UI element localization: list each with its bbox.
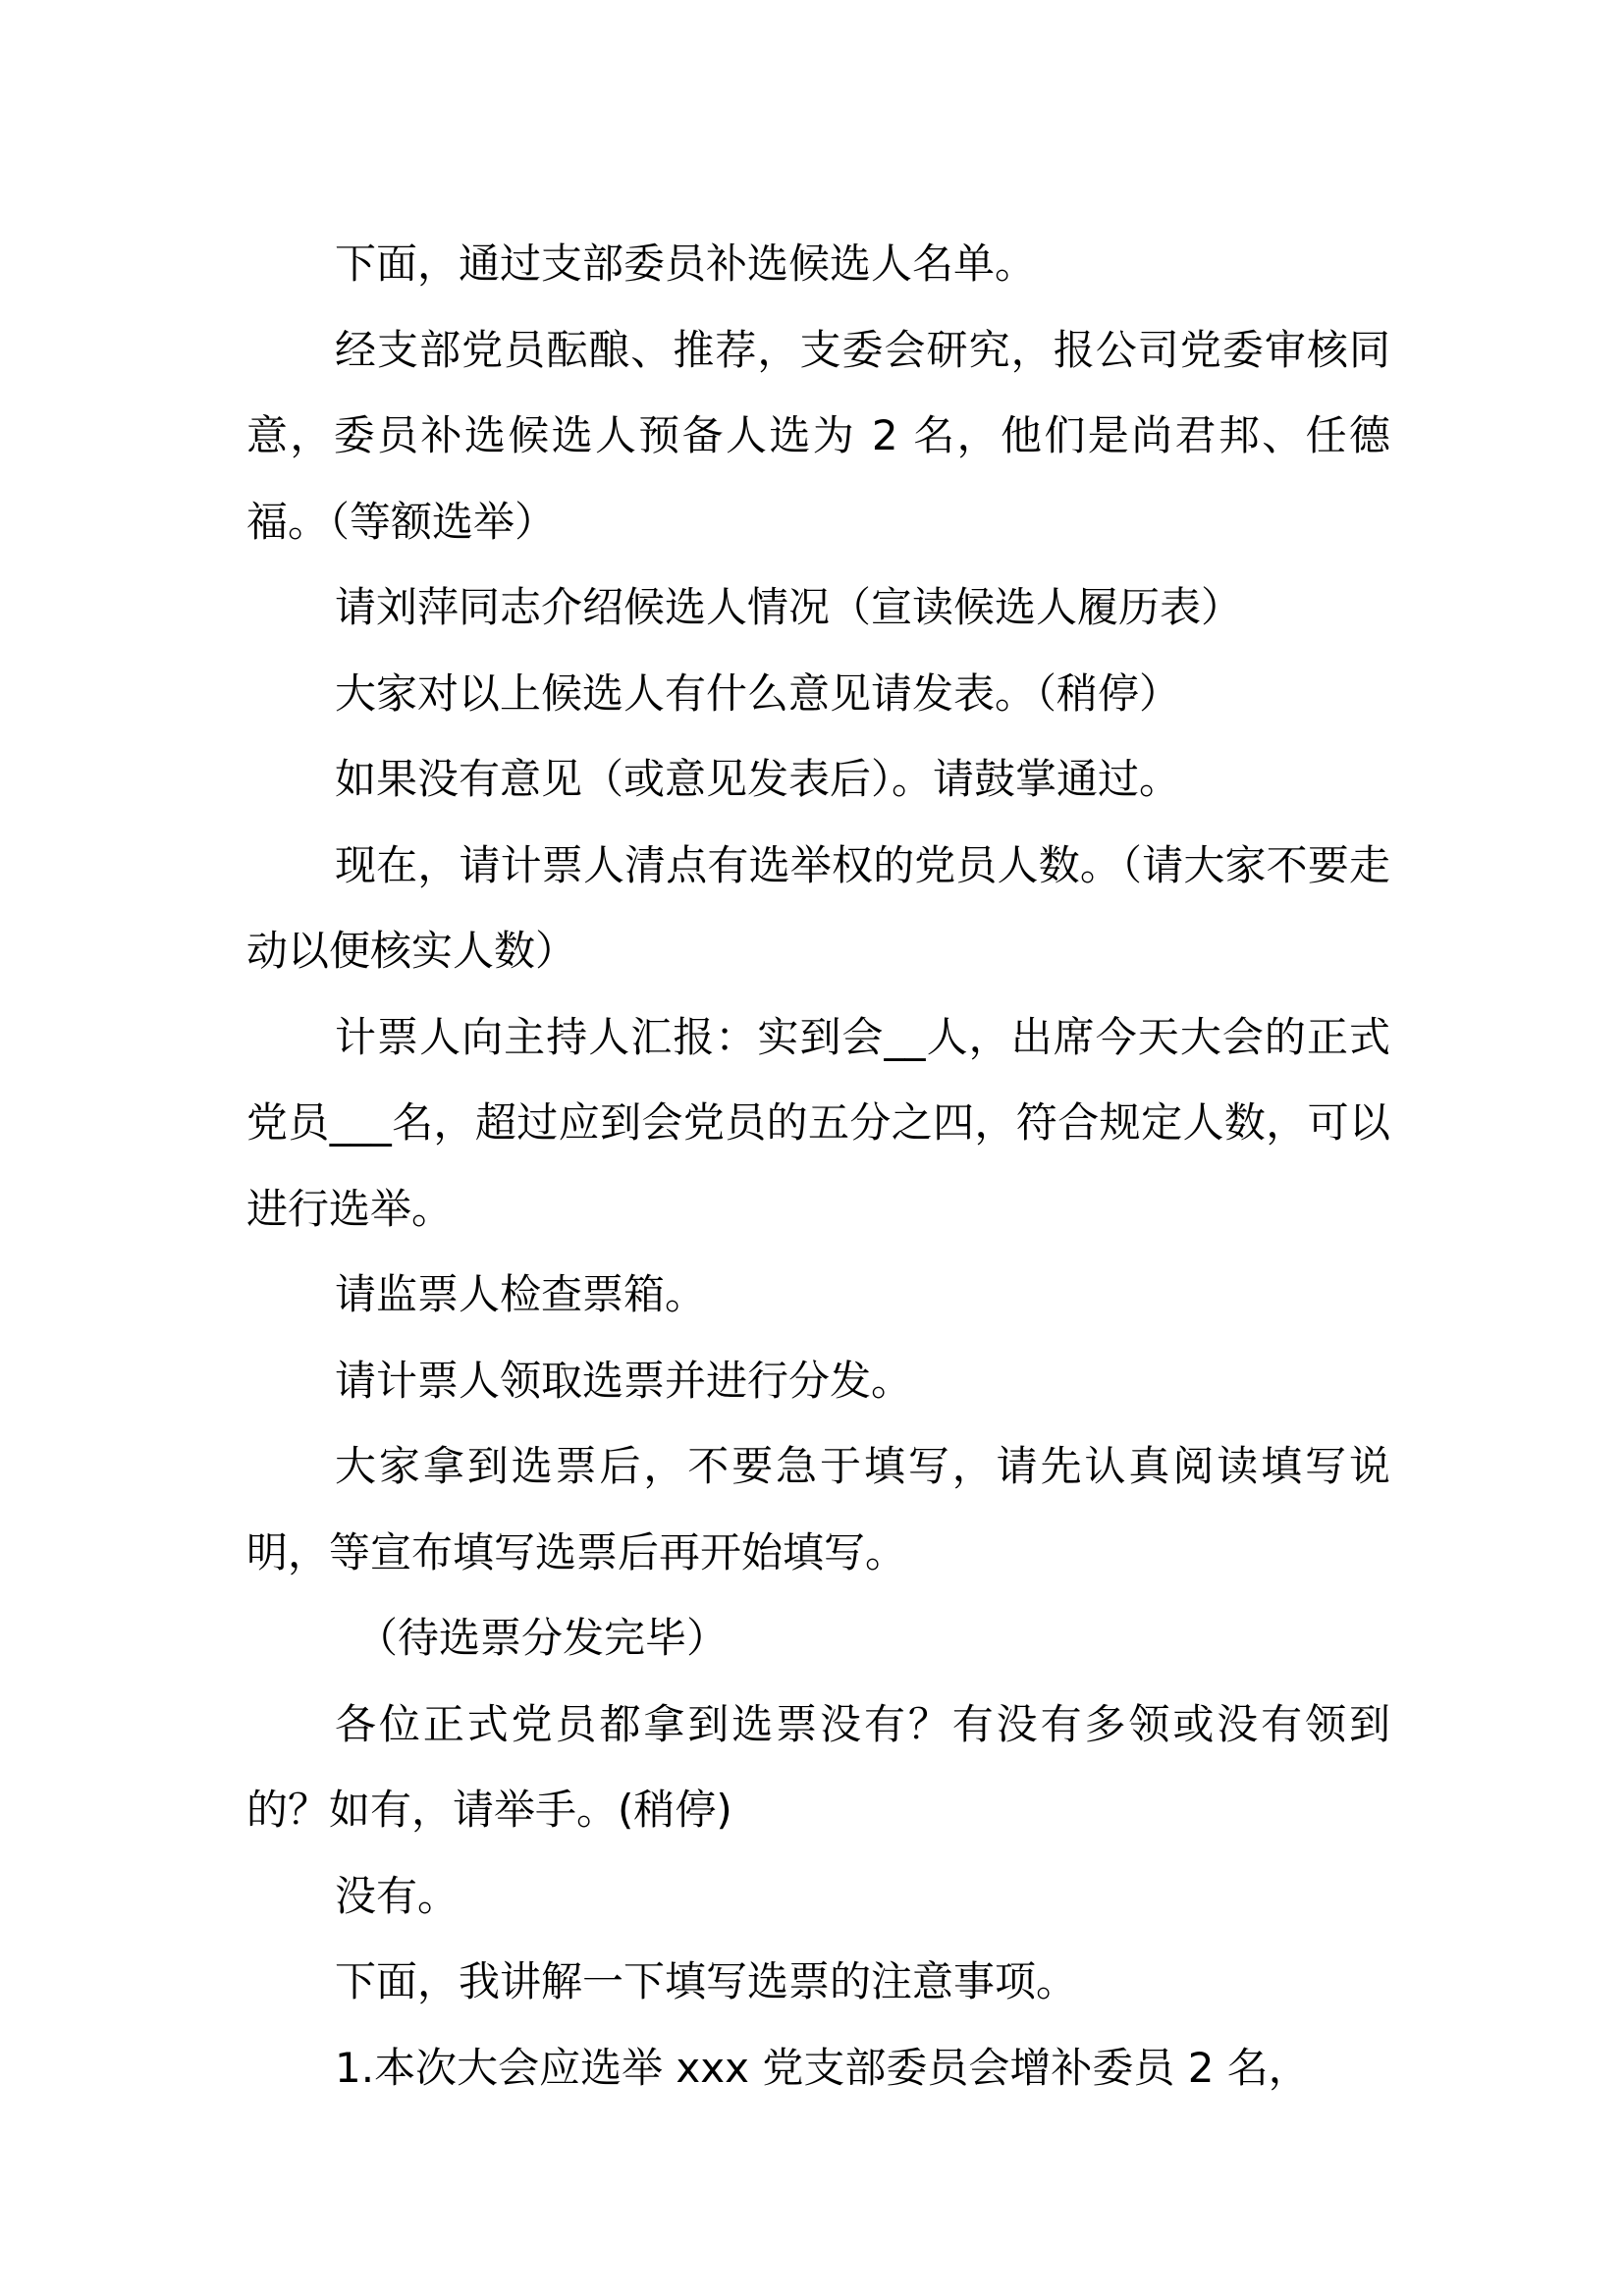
paragraph-8: 请监票人检查票箱。 [335, 1270, 707, 1318]
paragraph-13: 没有。 [335, 1871, 460, 1920]
paragraph-14: 下面，我讲解一下填写选票的注意事项。 [335, 1957, 1078, 2005]
paragraph-2: 经支部党员酝酿、推荐，支委会研究，报公司党委审核同意，委员补选候选人预备人选为 2 名，他们是尚君邦、任德福。（等额选举） [246, 325, 1390, 546]
paragraph-4: 大家对以上候选人有什么意见请发表。（稍停） [335, 668, 1181, 718]
paragraph-1: 下面，通过支部委员补选候选人名单。 [335, 240, 1037, 288]
paragraph-7: 计票人向主持人汇报：实到会__人，出席今天大会的正式党员___名，超过应到会党员的五分之四，符合规定人数，可以进行选举。 [246, 1012, 1390, 1233]
paragraph-9: 请计票人领取选票并进行分发。 [335, 1356, 913, 1405]
paragraph-12: 各位正式党员都拿到选票没有？有没有多领或没有领到的？如有，请举手。(稍停) [246, 1699, 1390, 1834]
paragraph-15: 1.本次大会应选举 xxx 党支部委员会增补委员 2 名， [335, 2043, 1310, 2092]
document-body [246, 221, 1390, 2110]
paragraph-6: 现在，请计票人清点有选举权的党员人数。（请大家不要走动以便核实人数） [246, 840, 1390, 975]
paragraph-11: （待选票分发完毕） [356, 1614, 729, 1662]
paragraph-10: 大家拿到选票后，不要急于填写，请先认真阅读填写说明，等宣布填写选票后再开始填写。 [246, 1442, 1390, 1576]
paragraph-3: 请刘萍同志介绍候选人情况（宣读候选人履历表） [335, 583, 1243, 631]
paragraph-5: 如果没有意见（或意见发表后）。请鼓掌通过。 [335, 755, 1181, 803]
